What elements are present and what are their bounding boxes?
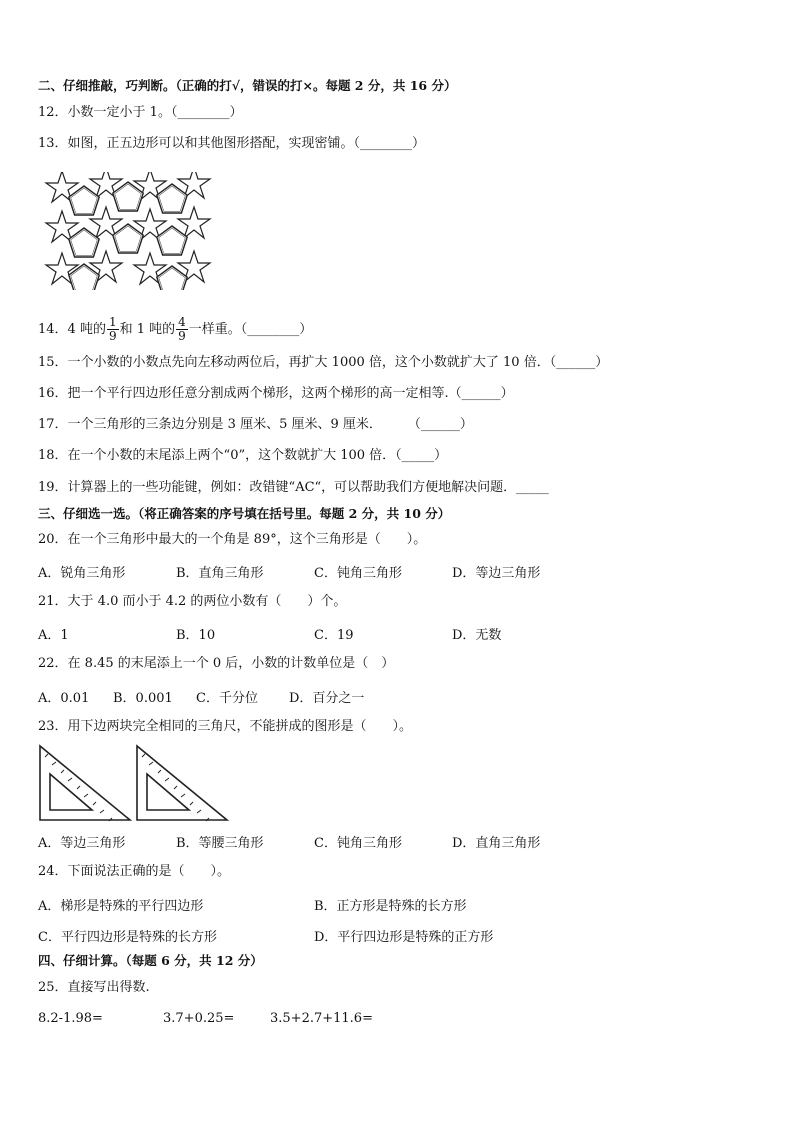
- q23-option-d: D．直角三角形: [452, 836, 541, 851]
- section-4-heading: 四、仔细计算。（每题 6 分，共 12 分）: [38, 953, 263, 968]
- q24-option-a: A．梯形是特殊的平行四边形: [38, 899, 204, 914]
- question-15: 15．一个小数的小数点先向左移动两位后，再扩大 1000 倍，这个小数就扩大了 10 倍．（______）: [38, 355, 609, 370]
- q22-option-b: B．0.001: [113, 691, 173, 706]
- pentagon-tessellation-figure: [44, 172, 216, 290]
- fraction-numerator: 4: [178, 315, 186, 329]
- q20-option-c: C．钝角三角形: [314, 566, 402, 581]
- q14-text-mid: 和 1 吨的: [119, 322, 176, 337]
- q21-option-c: C．19: [314, 628, 354, 643]
- question-13: 13．如图，正五边形可以和其他图形搭配，实现密铺。（________）: [38, 136, 426, 151]
- q22-option-a: A．0.01: [38, 691, 90, 706]
- question-23-stem: 23．用下边两块完全相同的三角尺，不能拼成的图形是（ ）。: [38, 719, 413, 734]
- q23-option-b: B．等腰三角形: [176, 836, 264, 851]
- question-20-stem: 20．在一个三角形中最大的一个角是 89°，这个三角形是（ ）。: [38, 532, 427, 547]
- fraction-four-ninths: [176, 316, 188, 343]
- q20-option-d: D．等边三角形: [452, 566, 541, 581]
- expression-1: 8.2-1.98=: [38, 1011, 103, 1026]
- expression-2: 3.7+0.25=: [163, 1011, 235, 1026]
- question-12: 12．小数一定小于 1。（________）: [38, 105, 243, 120]
- q14-text-pre: 14．4 吨的: [38, 322, 106, 337]
- fraction-numerator: 1: [108, 315, 117, 329]
- q20-option-b: B．直角三角形: [176, 566, 264, 581]
- fraction-denominator: 9: [178, 329, 186, 343]
- section-2-heading: 二、仔细推敲，巧判断。（正确的打√，错误的打×。每题 2 分，共 16 分）: [38, 78, 457, 93]
- fraction-denominator: 9: [108, 329, 117, 343]
- q21-option-a: A．1: [38, 628, 69, 643]
- question-22-stem: 22．在 8.45 的末尾添上一个 0 后，小数的计数单位是（ ）: [38, 656, 395, 671]
- q22-option-d: D．百分之一: [289, 691, 365, 706]
- section-3-heading: 三、仔细选一选。（将正确答案的序号填在括号里。每题 2 分，共 10 分）: [38, 506, 451, 521]
- q20-option-a: A．锐角三角形: [38, 566, 126, 581]
- q14-text-post: 一样重。（________）: [188, 322, 313, 337]
- expression-3: 3.5+2.7+11.6=: [270, 1011, 373, 1026]
- q21-option-b: B．10: [176, 628, 216, 643]
- question-25-stem: 25．直接写出得数.: [38, 980, 150, 995]
- q22-option-c: C．千分位: [196, 691, 258, 706]
- q23-option-c: C．钝角三角形: [314, 836, 402, 851]
- set-squares-figure: [38, 744, 234, 822]
- question-21-stem: 21．大于 4.0 而小于 4.2 的两位小数有（ ）个。: [38, 594, 347, 609]
- fraction-one-ninth: [107, 316, 119, 343]
- question-19: 19．计算器上的一些功能键，例如：改错键“AC“，可以帮助我们方便地解决问题．_____: [38, 480, 549, 495]
- question-18: 18．在一个小数的末尾添上两个“0”，这个数就扩大 100 倍．（_____）: [38, 448, 448, 463]
- q23-option-a: A．等边三角形: [38, 836, 126, 851]
- q24-option-c: C．平行四边形是特殊的长方形: [38, 930, 217, 945]
- question-14: [38, 316, 312, 343]
- q21-option-d: D．无数: [452, 628, 502, 643]
- q24-option-b: B．正方形是特殊的长方形: [314, 899, 467, 914]
- question-16: 16．把一个平行四边形任意分割成两个梯形，这两个梯形的高一定相等.（______）: [38, 386, 514, 401]
- question-17: 17．一个三角形的三条边分别是 3 厘米、5 厘米、9 厘米． （______）: [38, 417, 473, 432]
- q24-option-d: D．平行四边形是特殊的正方形: [314, 930, 494, 945]
- question-24-stem: 24．下面说法正确的是（ ）。: [38, 864, 231, 879]
